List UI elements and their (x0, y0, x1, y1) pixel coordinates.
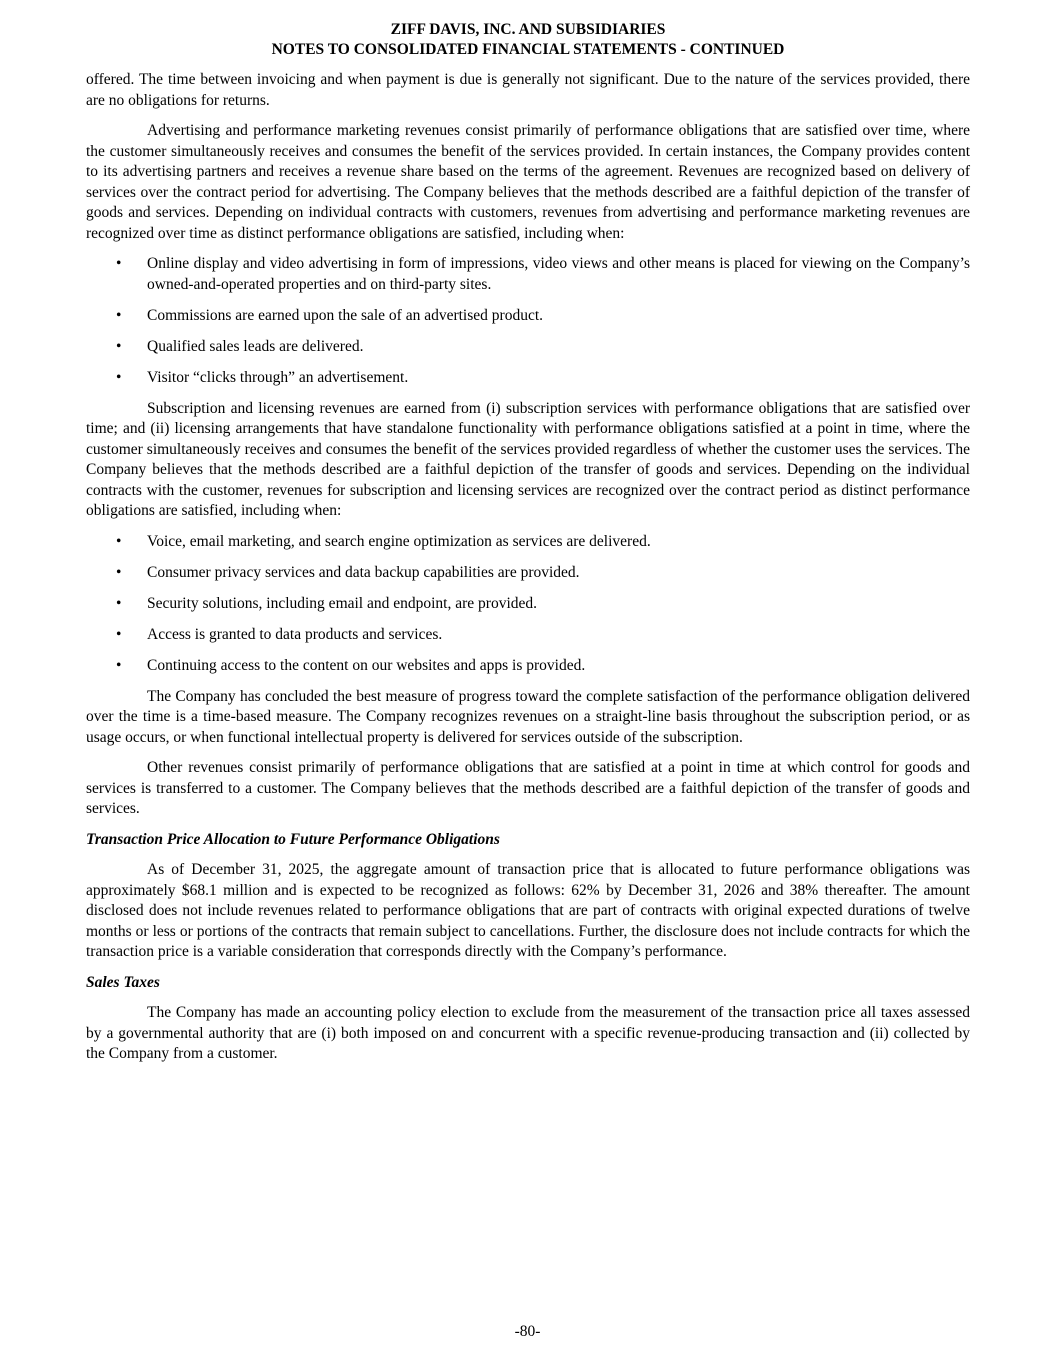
company-title: ZIFF DAVIS, INC. AND SUBSIDIARIES (390, 21, 666, 38)
bullet-marker: • (116, 306, 122, 324)
list-item (86, 532, 970, 553)
subheading-transaction-price: Transaction Price Allocation to Future Performance Obligations (86, 830, 500, 848)
list-item-text: Online display and video advertising in form of impressions, video views and other means is placed for viewing on the Company’s owned-and-operated properties and on third-party sites. (147, 255, 970, 293)
page-header (86, 20, 970, 60)
paragraph-advertising-revenues: Advertising and performance marketing revenues consist primarily of performance obligations that are satisfied over time, where the customer simultaneously receives and consumes the benefit of the services provided. In certain instances, the Company provides content to its advertising partners and receives a revenue share based on the terms of the agreement. Revenues are recognized based on delivery of services over the contract period for advertising. The Company believes that the methods described are a faithful depiction of the transfer of goods and services. Depending on individual contracts with customers, revenues from advertising and performance marketing revenues are recognized over time as distinct performance obligations are satisfied, including when: (86, 122, 970, 242)
bullet-marker: • (116, 532, 122, 550)
list-item-text: Qualified sales leads are delivered. (147, 337, 364, 355)
list-item (86, 625, 970, 646)
bullet-marker: • (116, 563, 122, 581)
paragraph-subscription-revenues: Subscription and licensing revenues are earned from (i) subscription services with performance obligations that are satisfied over time; and (ii) licensing arrangements that have standalone functionality with performance obligations satisfied at a point in time, where the customer simultaneously receives and consumes the benefit of the services provided regardless of whether the customer uses the services. The Company believes that the methods described are a faithful depiction of the transfer of goods and services. Depending on the individual contracts with the customer, revenues for subscription and licensing services are recognized over the contract period as distinct performance obligations are satisfied, including when: (86, 399, 970, 519)
list-item-text: Consumer privacy services and data backup capabilities are provided. (147, 563, 580, 581)
list-item-text: Visitor “clicks through” an advertisement. (147, 368, 409, 386)
bullet-marker: • (116, 656, 122, 674)
paragraph-progress-measure: The Company has concluded the best measure of progress toward the complete satisfaction of the performance obligation delivered over the time is a time-based measure. The Company recognizes revenues on a straight-line basis throughout the subscription period, or as usage occurs, or when functional intellectual property is delivered for services outside of the subscription. (86, 687, 970, 746)
bullet-marker: • (116, 368, 122, 386)
bullet-marker: • (116, 625, 122, 643)
list-item-text: Continuing access to the content on our websites and apps is provided. (147, 656, 586, 674)
list-item (86, 656, 970, 677)
list-item (86, 337, 970, 358)
bullet-marker: • (116, 594, 122, 612)
paragraph-returns: offered. The time between invoicing and when payment is due is generally not significant. Due to the nature of the services provided, there are no obligations for returns. (86, 71, 970, 109)
list-item-text: Security solutions, including email and endpoint, are provided. (147, 594, 538, 612)
document-page (86, 20, 970, 1075)
list-item-text: Access is granted to data products and services. (147, 625, 443, 643)
list-item (86, 368, 970, 389)
bullet-marker: • (116, 255, 122, 272)
list-item (86, 306, 970, 327)
page-number: -80- (514, 1323, 541, 1340)
list-item (86, 594, 970, 615)
bullet-marker: • (116, 337, 122, 355)
paragraph-transaction-price: As of December 31, 2025, the aggregate amount of transaction price that is allocated to future performance obligations was approximately $68.1 million and is expected to be recognized as follows: 62% by December 31, 2026 and 38% thereafter. The amount disclosed does not include revenues related to performance obligations that are part of contracts with original expected durations of twelve months or less or portions of the contracts that remain subject to cancellations. Further, the disclosure does not include contracts for which the transaction price is a variable consideration that corresponds directly with the Company’s performance. (86, 861, 970, 960)
list-item-text: Voice, email marketing, and search engine optimization as services are delivered. (147, 532, 651, 550)
list-item (86, 254, 970, 295)
subheading-sales-taxes: Sales Taxes (86, 973, 160, 991)
paragraph-sales-taxes: The Company has made an accounting policy election to exclude from the measurement of the transaction price all taxes assessed by a governmental authority that are (i) both imposed on and concurrent with a specific revenue-producing transaction and (ii) collected by the Company from a customer. (86, 1004, 970, 1062)
advertising-bullet-list (86, 254, 970, 388)
list-item-text: Commissions are earned upon the sale of an advertised product. (147, 306, 543, 324)
subscription-bullet-list (86, 532, 970, 677)
paragraph-other-revenues: Other revenues consist primarily of performance obligations that are satisfied at a point in time at which control for goods and services is transferred to a customer. The Company believes that the methods described are a faithful depiction of the transfer of goods and services. (86, 759, 970, 817)
section-title: NOTES TO CONSOLIDATED FINANCIAL STATEMENTS - CONTINUED (271, 41, 785, 58)
list-item (86, 563, 970, 584)
